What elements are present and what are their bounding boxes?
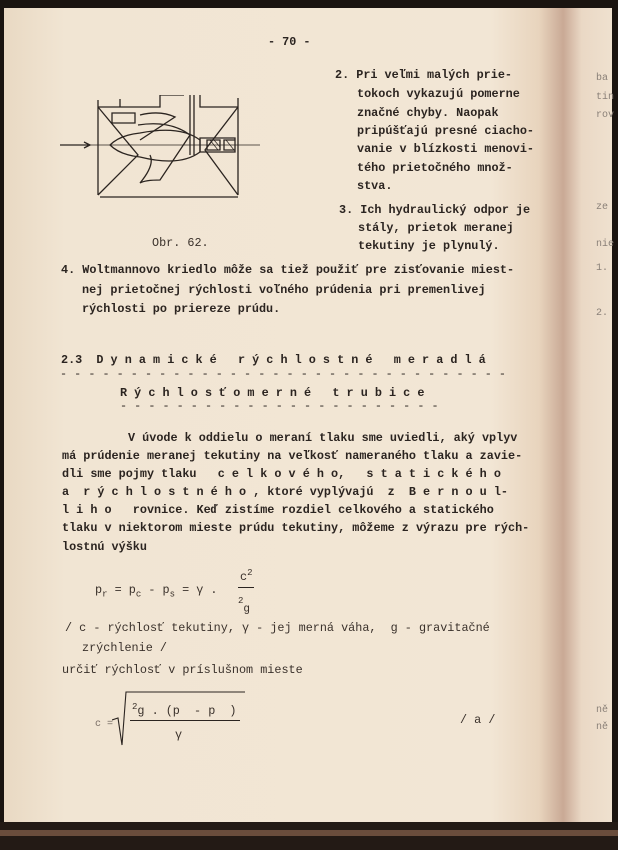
section-heading: 2.3 D y n a m i c k é r ý c h l o s t n é m e r a d l á xyxy=(61,353,486,367)
next-page-fragment: ně xyxy=(596,722,609,733)
list-item-3-line: stály, prietok meranej xyxy=(358,221,514,235)
woltmann-meter-figure xyxy=(60,95,320,230)
paragraph-line: dli sme pojmy tlaku c e l k o v é h o, s t a t i c k é h o xyxy=(62,467,501,481)
next-page-fragment: ze xyxy=(596,202,609,213)
paragraph-line: tlaku v niektorom mieste prúdu tekutiny, môžeme z výrazu pre rých- xyxy=(62,521,530,535)
list-item-4-line: rýchlosti po priereze prúdu. xyxy=(82,302,281,316)
list-item-2-line: značné chyby. Naopak xyxy=(357,106,499,120)
list-item-3-line: 3. Ich hydraulický odpor je xyxy=(339,203,531,217)
paragraph-line: a r ý c h l o s t n é h o , ktoré vyplývajú z B e r n o u l- xyxy=(62,485,508,499)
book-cover-edge xyxy=(0,830,618,836)
page-number: - 70 - xyxy=(268,35,311,49)
list-item-2-line: 2. Pri veľmi malých prie- xyxy=(335,68,512,82)
subheading-underline: - - - - - - - - - - - - - - - - - - - - - - - xyxy=(120,399,439,413)
paragraph-line: má prúdenie meranej tekutiny na veľkosť nameraného tlaku a zavie- xyxy=(62,449,523,463)
list-item-4-line: 4. Woltmannovo kriedlo môže sa tiež použiť pre zisťovanie miest- xyxy=(61,263,515,277)
next-page-fragment: tin xyxy=(596,92,615,103)
variable-legend: zrýchlenie / xyxy=(82,641,167,655)
paragraph-line: lostnú výšku xyxy=(62,540,147,554)
scan-bottom-edge xyxy=(0,822,618,850)
next-page-fragment: nie xyxy=(596,239,615,250)
heading-underline: - - - - - - - - - - - - - - - - - - - - - - - - - - - - - - - - xyxy=(60,367,506,381)
next-page-fragment: 1. xyxy=(596,263,609,274)
list-item-2-line: pripúšťajú presné ciacho- xyxy=(357,124,534,138)
variable-legend: / c - rýchlosť tekutiny, γ - jej merná váha, g - gravitačné xyxy=(65,621,490,635)
next-page-fragment: ně xyxy=(596,705,609,716)
equation-label: / a / xyxy=(460,713,496,727)
figure-caption: Obr. 62. xyxy=(152,236,209,250)
next-page-fragment: ba xyxy=(596,73,609,84)
next-page-fragment: 2. xyxy=(596,308,609,319)
sentence: určiť rýchlosť v príslušnom mieste xyxy=(62,663,303,677)
list-item-2-line: vanie v blízkosti menovi- xyxy=(357,142,534,156)
section-subheading: R ý c h l o s ť o m e r n é t r u b i c e xyxy=(120,386,425,400)
next-page-fragment: rov xyxy=(596,110,615,121)
list-item-2-line: tého prietočného množ- xyxy=(357,161,513,175)
paragraph-line: V úvode k oddielu o meraní tlaku sme uviedli, aký vplyv xyxy=(128,431,518,445)
list-item-2-line: tokoch vykazujú pomerne xyxy=(357,87,520,101)
paragraph-line: l i h o rovnice. Keď zistíme rozdiel celkového a statického xyxy=(62,503,494,517)
list-item-4-line: nej prietočnej rýchlosti voľného prúdenia pri premenlivej xyxy=(82,283,486,297)
list-item-3-line: tekutiny je plynulý. xyxy=(358,239,500,253)
list-item-2-line: stva. xyxy=(357,179,393,193)
